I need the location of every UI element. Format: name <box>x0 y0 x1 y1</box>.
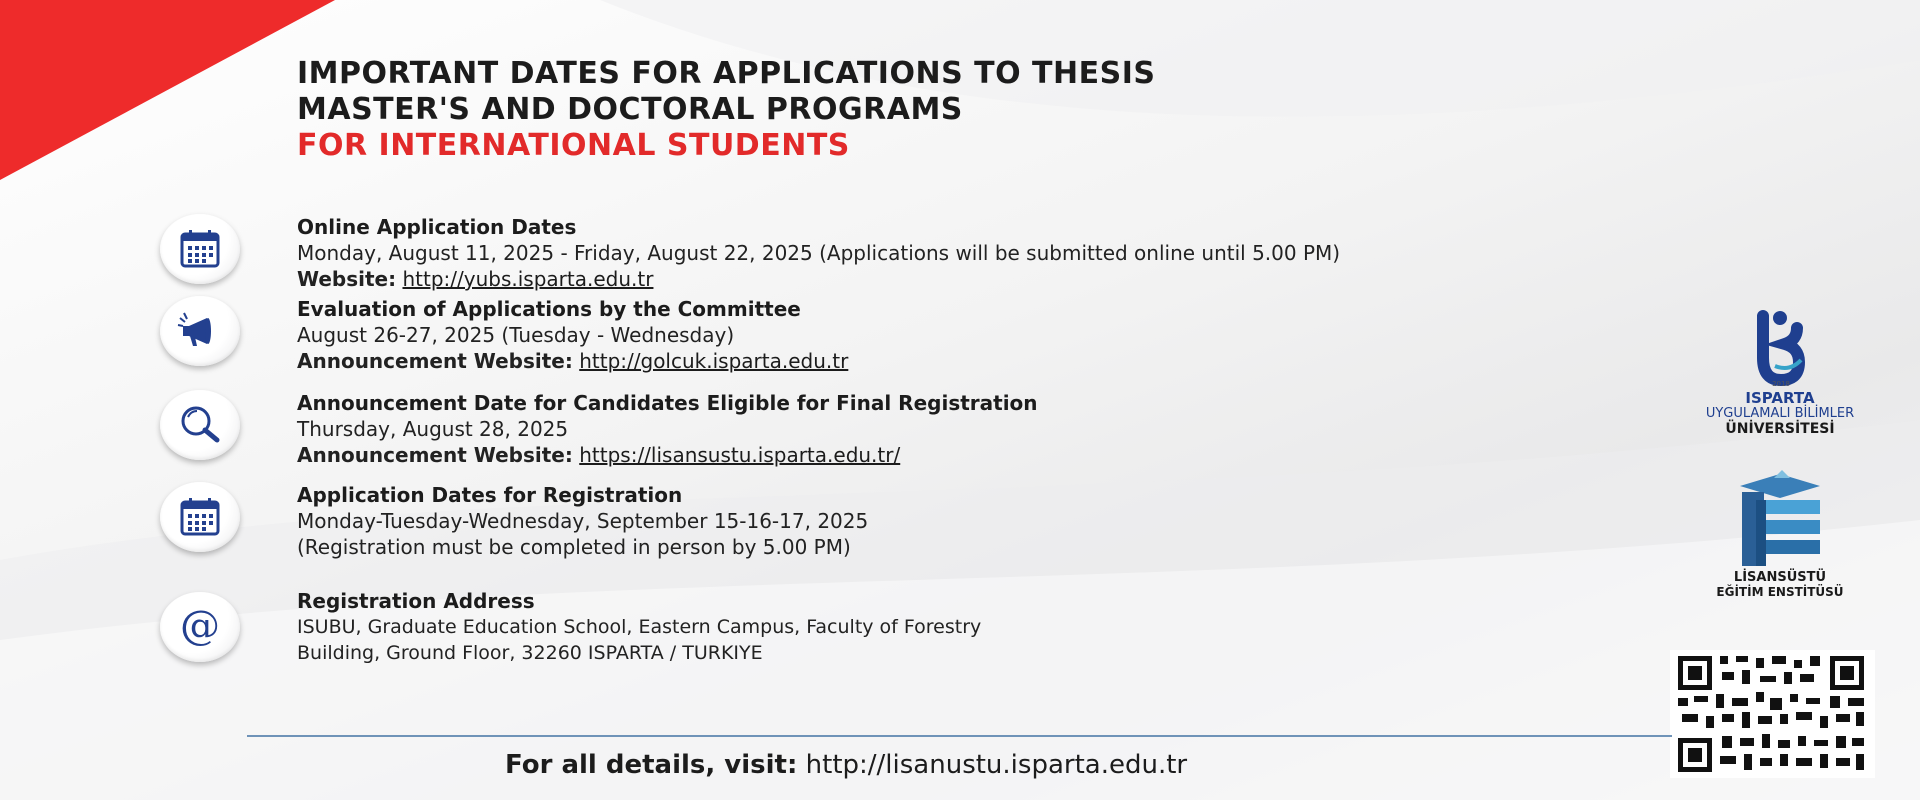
website-label: Website: <box>297 267 397 291</box>
item-line: Thursday, August 28, 2025 <box>297 417 569 441</box>
announcement-website-link[interactable]: http://golcuk.isparta.edu.tr <box>579 349 849 373</box>
footer-label: For all details, visit: <box>505 750 798 780</box>
item-line: Monday, August 11, 2025 - Friday, August 22, 2025 (Applications will be submitted online until 5.00 PM) <box>297 241 1341 265</box>
item-line: Monday-Tuesday-Wednesday, September 15-16-17, 2025 <box>297 509 869 533</box>
item-line: August 26-27, 2025 (Tuesday - Wednesday) <box>297 323 735 347</box>
university-emblem <box>1735 310 1825 390</box>
footer-link[interactable]: http://lisanustu.isparta.edu.tr <box>805 750 1188 780</box>
calendar-icon <box>160 214 240 284</box>
item-line: Building, Ground Floor, 32260 ISPARTA / TURKIYE <box>297 642 763 664</box>
qr-code[interactable] <box>1670 650 1875 778</box>
institute-name-1: LİSANSÜSTÜ <box>1733 570 1827 585</box>
item-heading: Announcement Date for Candidates Eligible for Final Registration <box>297 391 1038 415</box>
title-line-2: MASTER'S AND DOCTORAL PROGRAMS <box>297 92 963 127</box>
isparta-university-logo <box>1680 310 1880 445</box>
svg-text:@: @ <box>180 604 220 649</box>
date-item-online-application <box>160 214 1780 294</box>
date-item-announcement <box>160 390 1780 470</box>
title-line-1: IMPORTANT DATES FOR APPLICATIONS TO THESIS <box>297 56 1156 91</box>
university-name-3: ÜNİVERSİTESİ <box>1725 421 1835 437</box>
item-link-row <box>297 266 1340 292</box>
item-text <box>297 588 981 666</box>
item-line: ISUBU, Graduate Education School, Eastern Campus, Faculty of Forestry <box>297 616 982 638</box>
item-heading: Online Application Dates <box>297 215 577 239</box>
date-item-registration <box>160 482 1780 562</box>
website-link[interactable]: http://yubs.isparta.edu.tr <box>402 267 654 291</box>
institute-emblem <box>1720 470 1840 570</box>
date-item-registration-address <box>160 588 1780 668</box>
megaphone-icon <box>160 296 240 366</box>
qr-code-icon <box>1670 650 1875 778</box>
announcement-website-label: Announcement Website: <box>297 443 573 467</box>
emblem-year: 2018 <box>1772 380 1790 388</box>
magnifier-icon <box>160 390 240 460</box>
item-heading: Application Dates for Registration <box>297 483 683 507</box>
item-text <box>297 390 1038 468</box>
page-title <box>297 56 1155 164</box>
at-sign-icon <box>160 592 240 662</box>
date-item-evaluation <box>160 296 1780 376</box>
item-text <box>297 482 868 560</box>
item-heading: Evaluation of Applications by the Committee <box>297 297 801 321</box>
university-name-1: ISPARTA <box>1745 389 1815 407</box>
item-text <box>297 296 848 374</box>
calendar-icon <box>160 482 240 552</box>
institute-name-2: EĞİTİM ENSTİTÜSÜ <box>1716 585 1844 599</box>
university-name-2: UYGULAMALI BİLİMLER <box>1705 406 1855 421</box>
item-text <box>297 214 1340 292</box>
red-corner-decoration <box>0 0 335 180</box>
item-heading: Registration Address <box>297 589 535 613</box>
footer-divider <box>247 735 1672 737</box>
item-link-row <box>297 442 1038 468</box>
item-line: (Registration must be completed in person by 5.00 PM) <box>297 535 851 559</box>
announcement-website-link[interactable]: https://lisansustu.isparta.edu.tr/ <box>579 443 901 467</box>
footer <box>505 748 1187 782</box>
announcement-website-label: Announcement Website: <box>297 349 573 373</box>
title-line-3: FOR INTERNATIONAL STUDENTS <box>297 128 850 163</box>
graduate-institute-logo <box>1690 470 1870 605</box>
item-link-row <box>297 348 848 374</box>
